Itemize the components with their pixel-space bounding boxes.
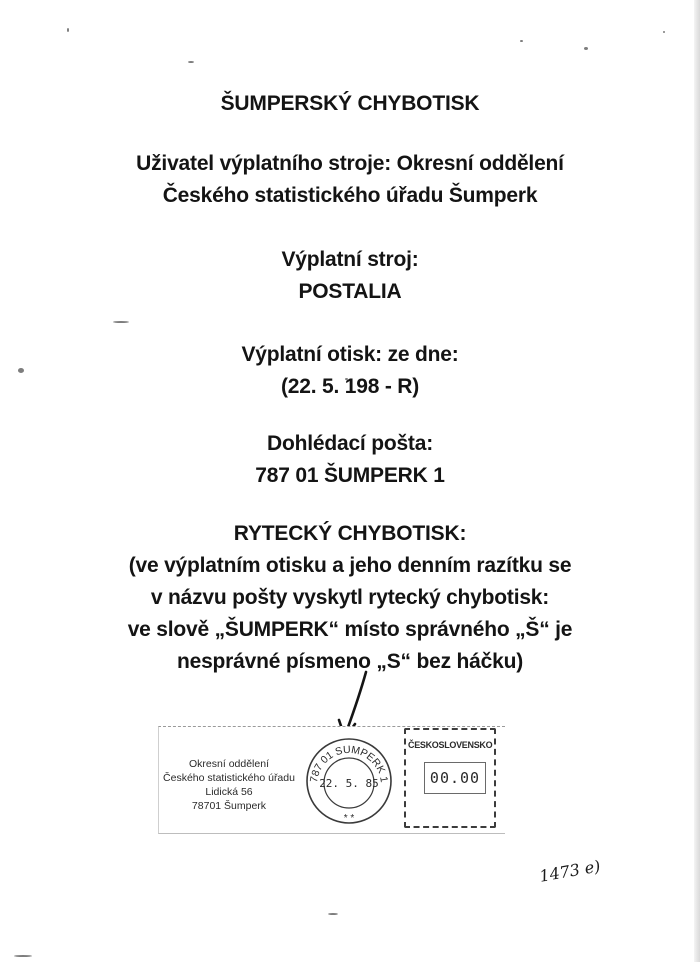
meter-country: ČESKOSLOVENSKO (408, 740, 493, 750)
postmark-date: 22. 5. 85 (319, 777, 379, 790)
meter-user-line-2: Českého statistického úřadu Šumperk (162, 184, 538, 207)
sender-line-3: Lidická 56 (205, 786, 253, 798)
imprint-label: Výplatní otisk: ze dne: (241, 343, 459, 366)
sender-address (158, 757, 300, 813)
post-office-value: 787 01 ŠUMPERK 1 (255, 464, 445, 487)
engraving-error-line-3: ve slově „ŠUMPERK“ místo správného „Š“ je (127, 618, 573, 641)
meter-machine-value: POSTALIA (298, 280, 402, 303)
meter-user-block (0, 148, 700, 212)
engraving-error-heading: RYTECKÝ CHYBOTISK: (233, 522, 467, 545)
engraving-error-line-4: nesprávné písmeno „S“ bez háčku) (176, 650, 524, 673)
document-title: ŠUMPERSKÝ CHYBOTISK (220, 92, 480, 115)
date-postmark (303, 735, 395, 827)
engraving-error-line-2: v názvu pošty vyskytl rytecký chybotisk: (150, 586, 550, 609)
imprint-date: (22. 5. 198 - R) (280, 375, 420, 398)
imprint-block (0, 339, 700, 403)
document-title-block (0, 88, 700, 120)
meter-machine-label: Výplatní stroj: (281, 248, 419, 271)
postmark-ring-text: 787 01 SUMPERK 1 (308, 743, 390, 784)
post-office-label: Dohlédací pošta: (267, 432, 433, 455)
meter-imprint (404, 728, 494, 826)
handwritten-note-text: 1473 e) (537, 856, 602, 886)
meter-user-line-1: Uživatel výplatního stroje: Okresní oddělení (136, 152, 564, 175)
meter-value: 00.00 (424, 762, 486, 794)
meter-machine-block (0, 244, 700, 308)
engraving-error-block (0, 518, 700, 678)
sender-line-4: 78701 Šumperk (191, 800, 267, 812)
postmark-stars: * * (343, 813, 355, 824)
sender-line-2: Českého statistického úřadu (163, 772, 295, 784)
sender-line-1: Okresní oddělení (189, 758, 269, 770)
post-office-block (0, 428, 700, 492)
engraving-error-line-1: (ve výplatním otisku a jeho denním razítku se (128, 554, 572, 577)
handwritten-note (533, 848, 613, 892)
